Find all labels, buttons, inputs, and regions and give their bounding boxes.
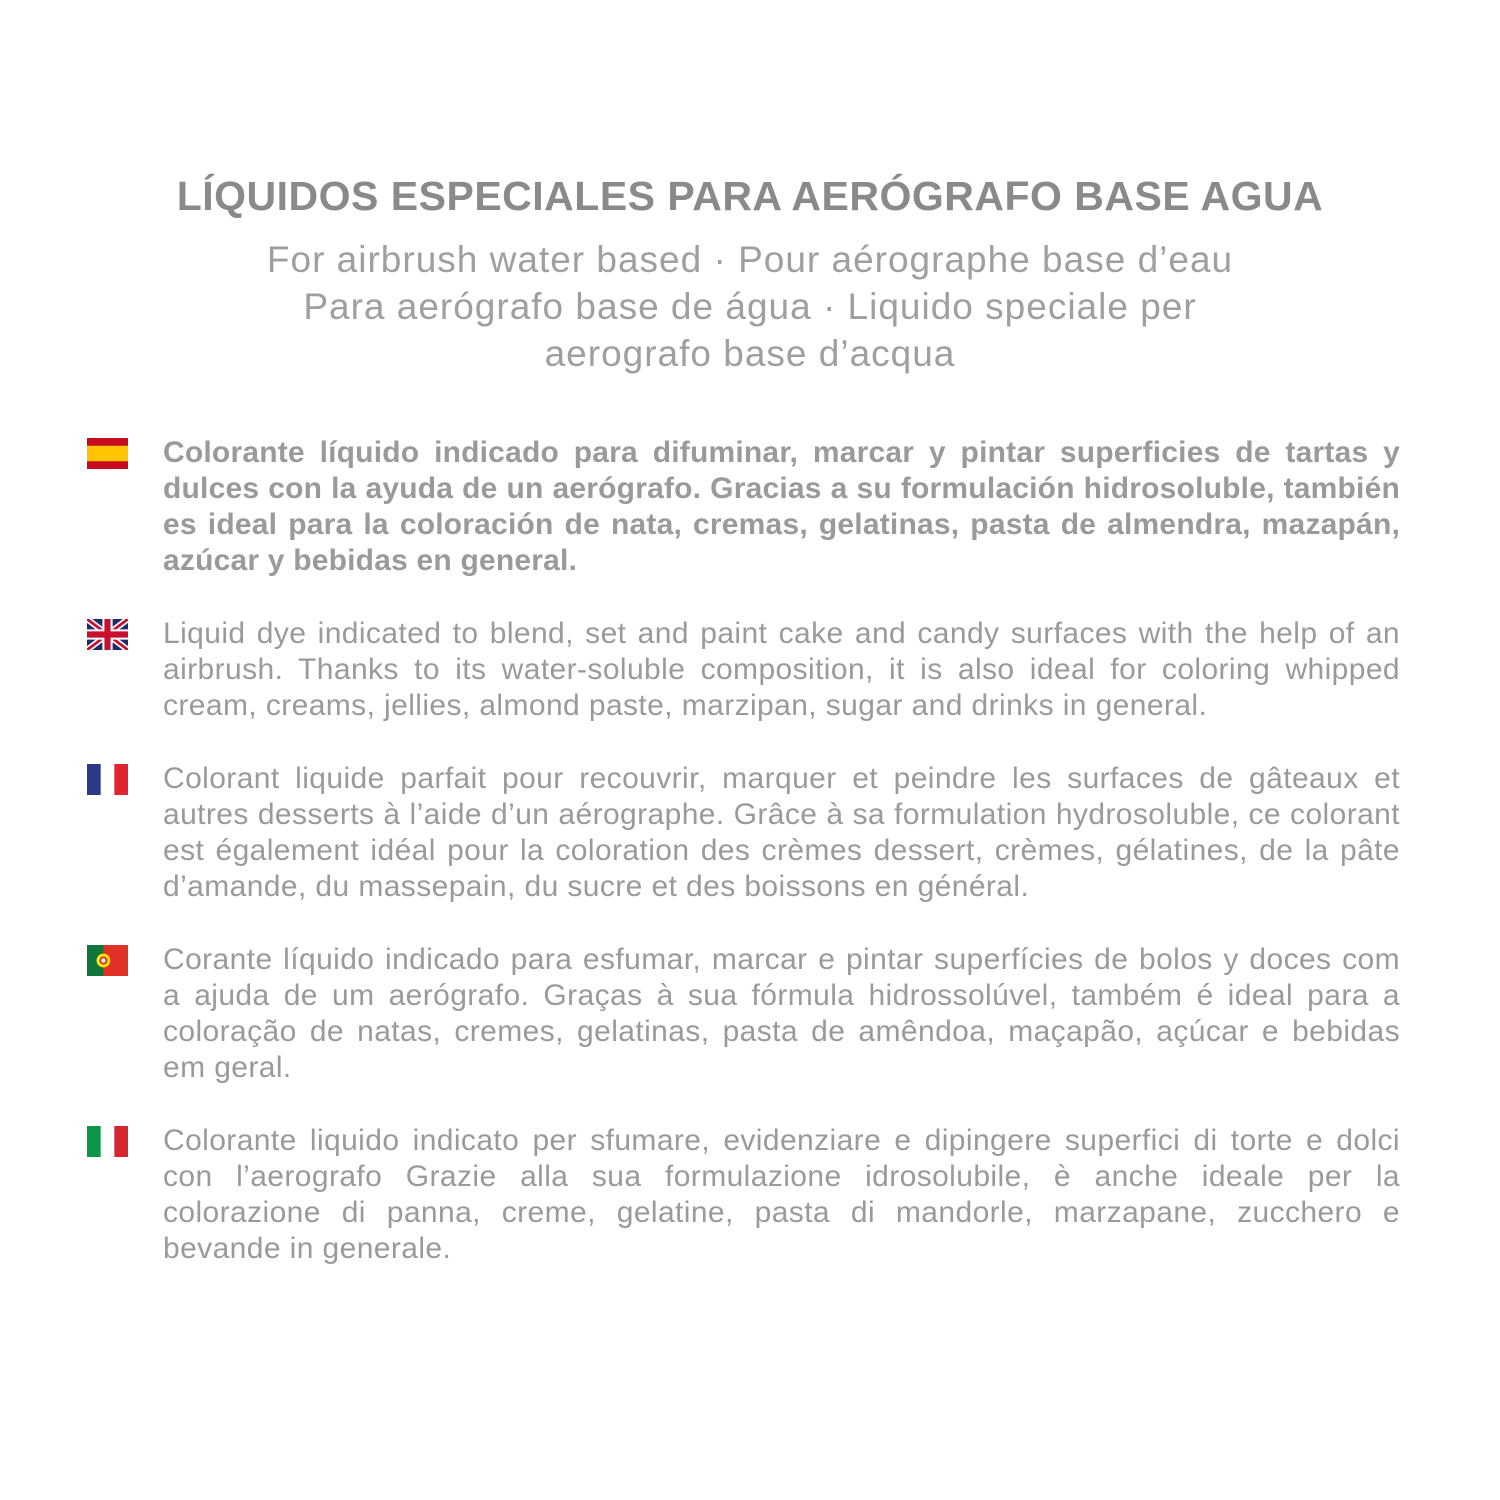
page-subtitle xyxy=(0,236,1500,377)
paragraph-row-es xyxy=(87,435,1400,579)
uk-flag-icon xyxy=(87,619,128,650)
paragraph-text-fr: Colorant liquide parfait pour recouvrir, marquer et peindre les surfaces de gâteaux et autres desserts à l’aide d’un aérographe. Grâce à sa formulation hydrosoluble, ce colorant est également idéal pour la coloration des crèmes dessert, crèmes, gélatines, de la pâte d’amande, du massepain, du sucre et des boissons en général. xyxy=(163,762,1400,903)
portugal-flag-icon xyxy=(87,945,128,976)
paragraph-row-fr xyxy=(87,761,1400,905)
page-title: LÍQUIDOS ESPECIALES PARA AERÓGRAFO BASE AGUA xyxy=(176,173,1324,219)
paragraph-text-it: Colorante liquido indicato per sfumare, evidenziare e dipingere superfici di torte e dolci con l’aerografo Grazie alla sua formulazione idrosolubile, è anche ideale per la colorazione di panna, creme, gelatine, pasta di mandorle, marzapane, zucchero e bevande in generale. xyxy=(163,1124,1400,1265)
spain-flag-icon xyxy=(87,438,128,469)
paragraph-text-pt: Corante líquido indicado para esfumar, marcar e pintar superfícies de bolos y doces com a ajuda de um aerógrafo. Graças à sua fórmula hidrossolúvel, também é ideal para a coloração de natas, cremes, gelatinas, pasta de amêndoa, maçapão, açúcar e bebidas em geral. xyxy=(163,943,1400,1084)
france-flag-icon xyxy=(87,764,128,795)
subtitle-line-3: aerografo base d’acqua xyxy=(544,333,956,374)
subtitle-line-2: Para aerógrafo base de água · Liquido speciale per xyxy=(303,286,1197,327)
language-paragraph-list xyxy=(87,435,1400,1267)
paragraph-text-en: Liquid dye indicated to blend, set and paint cake and candy surfaces with the help of an airbrush. Thanks to its water-soluble composition, it is also ideal for coloring whipped cream, creams, jellies, almond paste, marzipan, sugar and drinks in general. xyxy=(163,617,1400,722)
italy-flag-icon xyxy=(87,1126,128,1157)
paragraph-row-pt xyxy=(87,942,1400,1086)
subtitle-line-1: For airbrush water based · Pour aérographe base d’eau xyxy=(266,239,1234,280)
paragraph-row-it xyxy=(87,1123,1400,1267)
paragraph-text-es: Colorante líquido indicado para difuminar, marcar y pintar superficies de tartas y dulces con la ayuda de un aerógrafo. Gracias a su formulación hidrosoluble, también es ideal para la coloración de nata, cremas, gelatinas, pasta de almendra, mazapán, azúcar y bebidas en general. xyxy=(163,436,1400,577)
paragraph-row-en xyxy=(87,616,1400,724)
